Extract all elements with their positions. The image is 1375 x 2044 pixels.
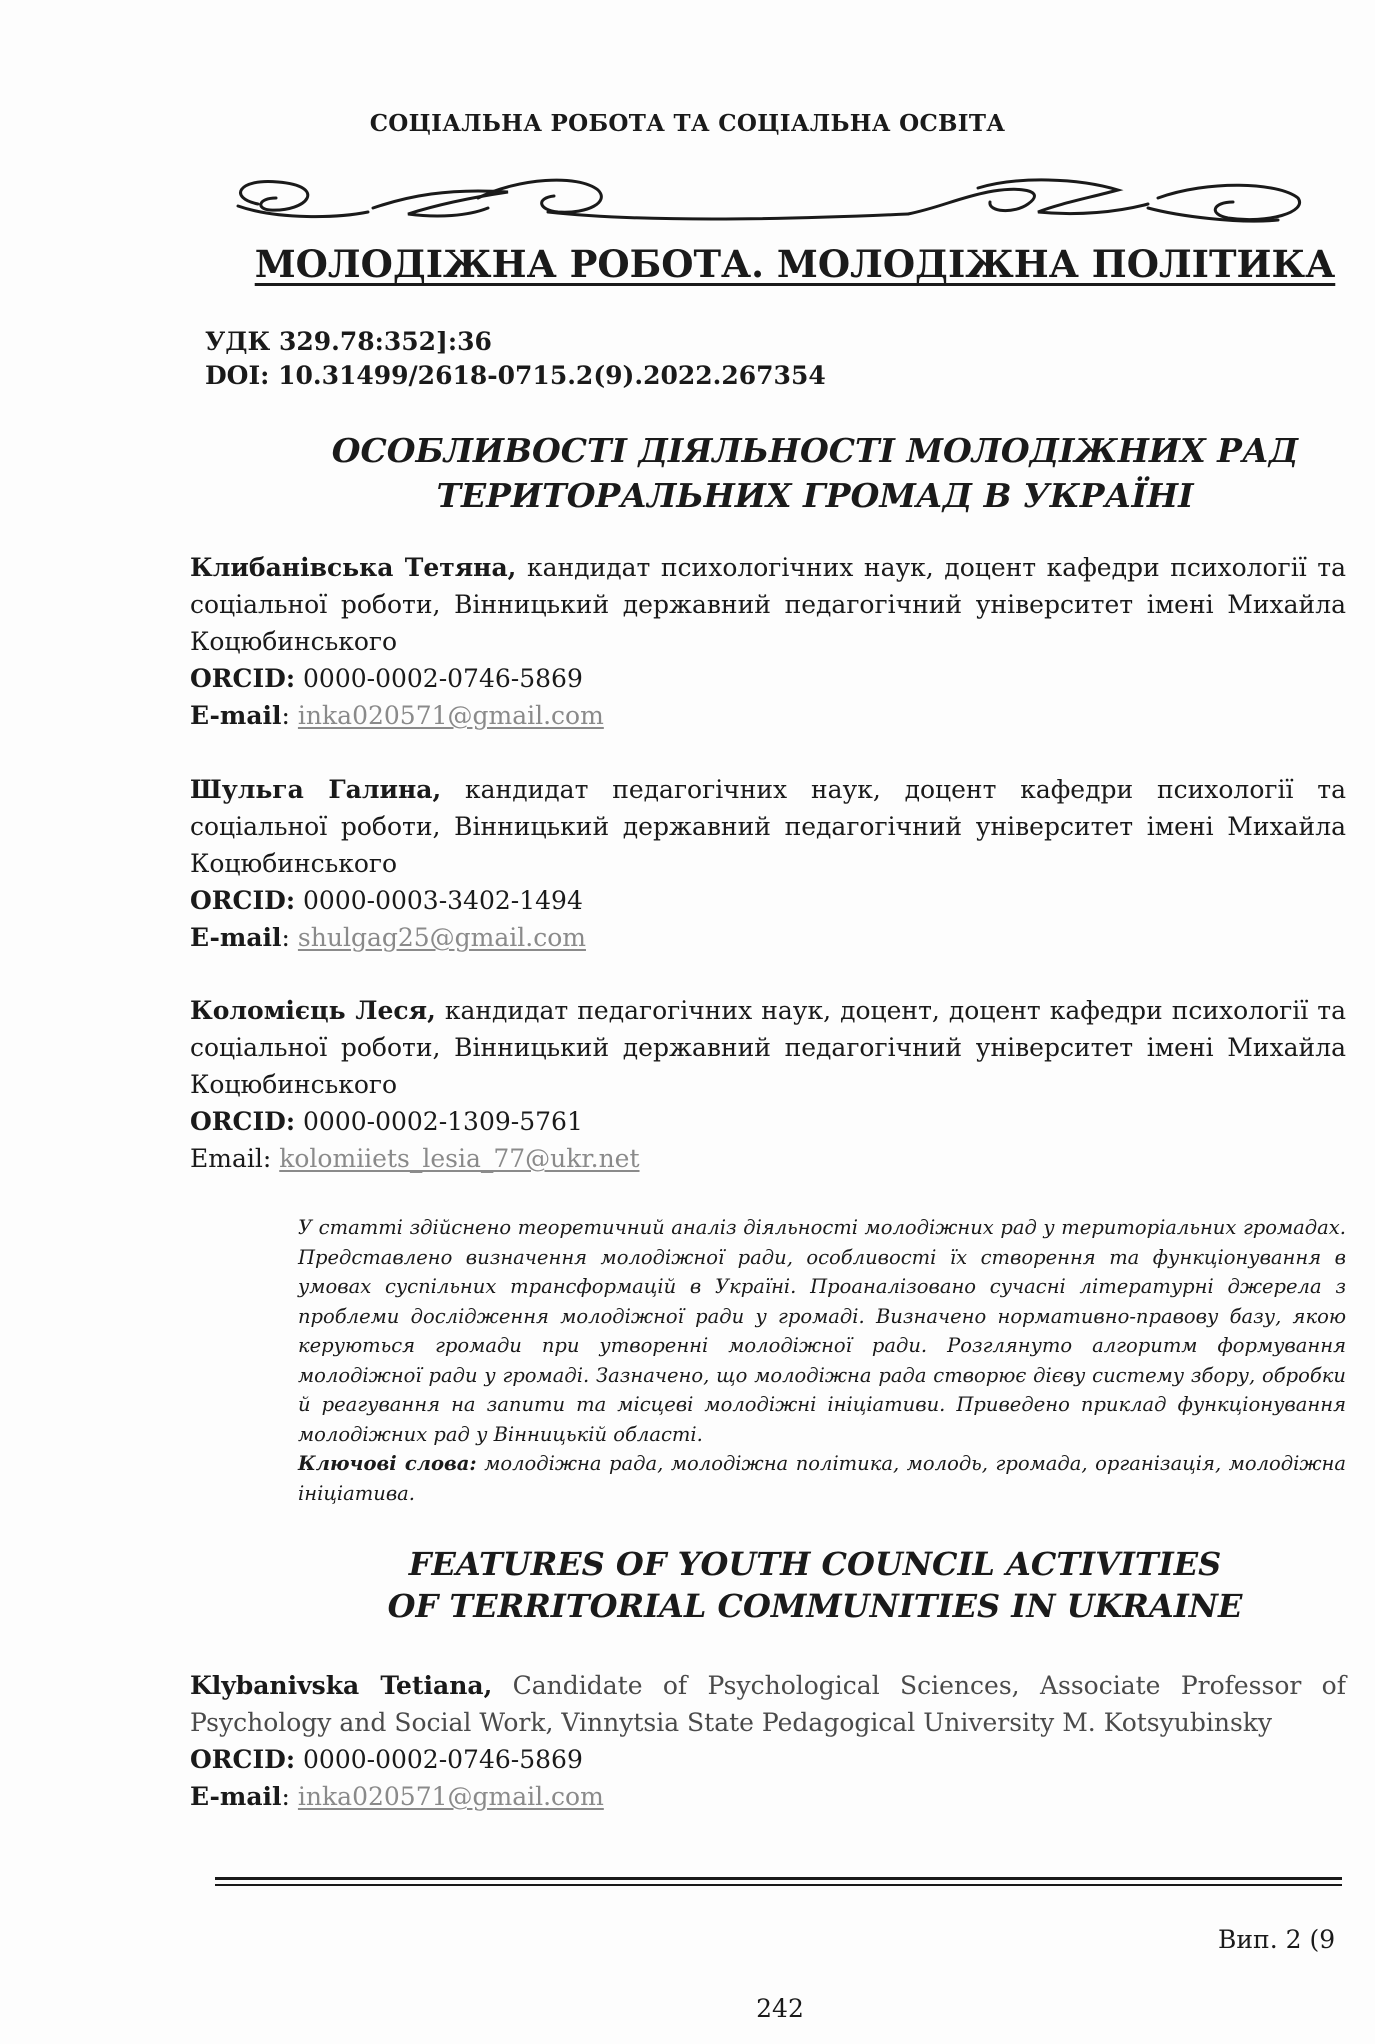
running-head: СОЦІАЛЬНА РОБОТА ТА СОЦІАЛЬНА ОСВІТА	[369, 110, 1006, 137]
author-block	[190, 549, 1346, 734]
orcid-value: 0000-0002-0746-5869	[295, 664, 583, 693]
email-label: Email	[190, 1144, 263, 1173]
email-label: E-mail	[190, 923, 282, 952]
keywords-list: молодіжна рада, молодіжна політика, молодь, громада, організація, молодіжна ініціатива.	[298, 1452, 1346, 1505]
orcid-label: ORCID:	[190, 1107, 296, 1136]
abstract	[298, 1213, 1346, 1508]
abstract-text: У статті здійснено теоретичний аналіз діяльності молодіжних рад у територіальних громадах. Представлено визначення молодіжної ради, особливості їх створення та функціонування в умовах суспільних трансформацій в Україні. Проаналізовано сучасні літературні джерела з проблеми дослідження молодіжної ради у громаді. Визначено нормативно-правову базу, якою керуються громади при утворенні молодіжної ради. Розглянуто алгоритм формування молодіжної ради у громаді. Зазначено, що молодіжна рада створює дієву систему збору, обробки й реагування на запити та місцеві молодіжні ініціативи. Приведено приклад функціонування молодіжних рад у Вінницькій області.	[298, 1216, 1346, 1446]
scroll-ornament-icon	[218, 168, 1313, 238]
author-name: Шульга Галина,	[190, 775, 442, 804]
author-affiliation-text: кандидат педагогічних наук, доцент, доцент кафедри психології та соціальної роботи, Вінницький державний педагогічний університет імені Михайла Коцюбинського	[190, 996, 1346, 1099]
udk-code: УДК 329.78:352]:36	[205, 327, 492, 356]
footer-rule	[215, 1877, 1342, 1880]
title-ua-line-1: ОСОБЛИВОСТІ ДІЯЛЬНОСТІ МОЛОДІЖНИХ РАД	[331, 431, 1299, 470]
page-number: 242	[756, 1994, 804, 2023]
orcid-label: ORCID:	[190, 886, 296, 915]
orcid-value: 0000-0003-3402-1494	[295, 886, 583, 915]
author-orcid	[190, 660, 1346, 697]
title-en-line-1: FEATURES OF YOUTH COUNCIL ACTIVITIES	[408, 1545, 1222, 1583]
author-affiliation	[190, 1667, 1346, 1741]
orcid-value: 0000-0002-1309-5761	[295, 1107, 583, 1136]
email-separator: :	[281, 701, 298, 730]
orcid-value: 0000-0002-0746-5869	[295, 1745, 583, 1774]
article-title-ua	[0, 428, 1375, 518]
author-orcid	[190, 1103, 1346, 1140]
article-title-en	[0, 1543, 1375, 1627]
author-affiliation-text: кандидат психологічних наук, доцент кафедри психології та соціальної роботи, Вінницький державний педагогічний університет імені Михайла Коцюбинського	[190, 553, 1346, 656]
author-email	[190, 1778, 1346, 1815]
keywords	[298, 1449, 1346, 1508]
orcid-label: ORCID:	[190, 1745, 296, 1774]
author-affiliation-text: Candidate of Psychological Sciences, Associate Professor of Psychology and Social Work, Vinnytsia State Pedagogical University M. Kotsyubinsky	[190, 1671, 1346, 1737]
email-separator: :	[262, 1144, 280, 1173]
author-email	[190, 1140, 1346, 1177]
title-ua-line-2: ТЕРИТОРАЛЬНИХ ГРОМАД В УКРАЇНІ	[436, 476, 1194, 515]
author-affiliation	[190, 771, 1346, 882]
keywords-label: Ключові слова:	[298, 1452, 477, 1475]
author-email	[190, 919, 1346, 956]
issue-number: Вип. 2 (9	[1218, 1925, 1336, 1954]
author-affiliation	[190, 549, 1346, 660]
footer-rule	[215, 1884, 1342, 1886]
author-block	[190, 771, 1346, 956]
author-orcid	[190, 1741, 1346, 1778]
email-link[interactable]: inka020571@gmail.com	[297, 701, 604, 730]
email-label: E-mail	[190, 701, 282, 730]
email-label: E-mail	[190, 1782, 282, 1811]
author-email	[190, 697, 1346, 734]
section-title: МОЛОДІЖНА РОБОТА. МОЛОДІЖНА ПОЛІТИКА	[254, 242, 1336, 286]
email-separator: :	[281, 923, 298, 952]
doi: DOI: 10.31499/2618-0715.2(9).2022.267354	[205, 361, 826, 390]
author-orcid	[190, 882, 1346, 919]
email-link[interactable]: kolomiiets_lesia_77@ukr.net	[279, 1144, 640, 1173]
author-block	[190, 992, 1346, 1177]
email-separator: :	[281, 1782, 298, 1811]
email-link[interactable]: inka020571@gmail.com	[297, 1782, 604, 1811]
author-name: Коломієць Леся,	[190, 996, 436, 1025]
orcid-label: ORCID:	[190, 664, 296, 693]
author-affiliation-text: кандидат педагогічних наук, доцент кафедри психології та соціальної роботи, Вінницький державний педагогічний університет імені Михайла Коцюбинського	[190, 775, 1346, 878]
author-affiliation	[190, 992, 1346, 1103]
email-link[interactable]: shulgag25@gmail.com	[297, 923, 586, 952]
author-name: Клибанівська Тетяна,	[190, 553, 517, 582]
author-block-en	[190, 1667, 1346, 1815]
title-en-line-2: OF TERRITORIAL COMMUNITIES IN UKRAINE	[387, 1587, 1243, 1625]
author-name: Klybanivska Tetiana,	[190, 1671, 493, 1700]
